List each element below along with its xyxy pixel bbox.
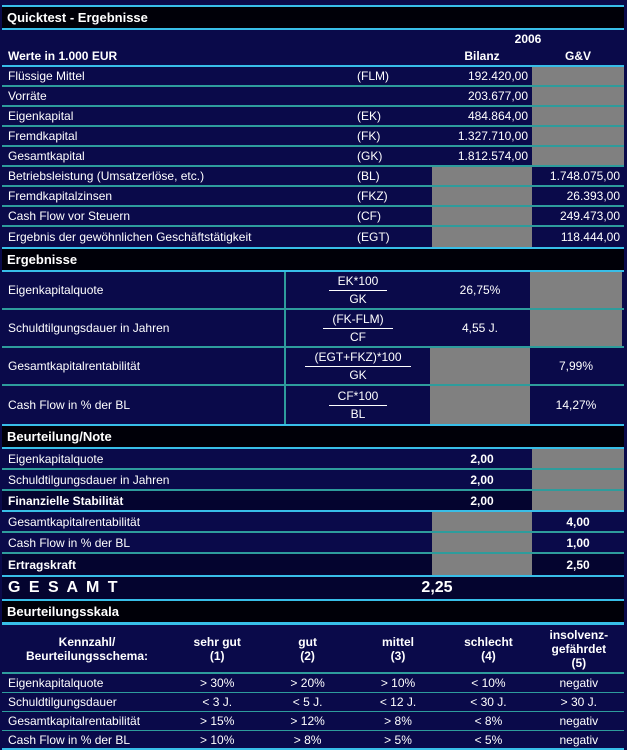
rating-row <box>2 533 624 554</box>
row-label: Eigenkapital <box>8 109 74 123</box>
formula-cell <box>286 389 430 422</box>
table-row <box>2 227 624 247</box>
cell-blocked <box>430 348 530 384</box>
cell-blocked <box>432 554 532 575</box>
scale-value: > 15% <box>200 714 235 728</box>
scale-value: < 3 J. <box>202 695 233 709</box>
section-title: Ergebnisse <box>7 252 78 267</box>
scale-value: > 30% <box>200 676 235 690</box>
results-table <box>2 272 624 424</box>
table-row <box>2 67 624 87</box>
row-code: (EK) <box>357 109 381 123</box>
formula-cell <box>286 312 430 345</box>
formula-cell <box>286 350 430 383</box>
rating-value: 1,00 <box>566 535 590 550</box>
formula-numerator: CF*100 <box>329 389 388 406</box>
section-header-beurteilung <box>2 426 624 447</box>
result-row <box>2 272 624 310</box>
row-label: Gesamtkapitalrentabilität <box>8 514 141 529</box>
scale-value: negativ <box>559 714 599 728</box>
table-row <box>2 207 624 227</box>
rating-table <box>2 449 624 575</box>
row-label: Cash Flow in % der BL <box>8 732 131 747</box>
row-label: Eigenkapitalquote <box>8 676 104 690</box>
table-row <box>2 107 624 127</box>
cell-blocked <box>432 187 532 205</box>
scale-value: < 5 J. <box>292 695 323 709</box>
cell-blocked <box>430 386 530 424</box>
result-value: 4,55 J. <box>461 321 499 335</box>
scale-col-schlecht: schlecht (4) <box>464 634 513 663</box>
row-label: Finanzielle Stabilität <box>8 493 124 508</box>
cell-blocked <box>432 207 532 225</box>
gesamt-label: G E S A M T <box>8 579 120 596</box>
row-label: Schuldtilgungsdauer <box>8 695 117 709</box>
cell-blocked <box>530 272 622 308</box>
formula-fraction <box>323 312 392 345</box>
cell-guv-value[interactable]: 118.444,00 <box>560 230 620 244</box>
table-row <box>2 187 624 207</box>
row-label: Schuldtilgungsdauer in Jahren <box>2 310 286 346</box>
rating-row-finanzielle-stabilitaet <box>2 491 624 512</box>
rating-row <box>2 449 624 470</box>
formula-numerator: (EGT+FKZ)*100 <box>305 350 410 367</box>
row-label: Cash Flow in % der BL <box>2 386 286 424</box>
formula-denominator: GK <box>349 291 367 306</box>
result-row <box>2 310 624 348</box>
scale-row <box>2 693 624 712</box>
row-label: Eigenkapitalquote <box>2 272 286 308</box>
table-row <box>2 147 624 167</box>
result-value: 7,99% <box>558 359 594 373</box>
section-header-beurteilungsskala <box>2 601 624 622</box>
scale-value: < 5% <box>474 732 503 747</box>
cell-bilanz-value[interactable]: 192.420,00 <box>467 69 528 83</box>
cell-blocked <box>432 533 532 552</box>
result-row <box>2 386 624 424</box>
row-label: Gesamtkapitalrentabilität <box>2 348 286 384</box>
scale-value: > 30 J. <box>560 695 597 709</box>
cell-blocked <box>532 67 624 85</box>
row-label: Vorräte <box>8 89 47 103</box>
row-code: (FLM) <box>357 69 389 83</box>
gesamt-row <box>2 577 624 599</box>
scale-header <box>2 625 624 674</box>
cell-blocked <box>532 147 624 165</box>
row-code: (EGT) <box>357 230 390 244</box>
cell-blocked <box>432 512 532 531</box>
cell-blocked <box>432 227 532 247</box>
cell-blocked <box>532 449 624 468</box>
cell-bilanz-value[interactable]: 203.677,00 <box>467 89 528 103</box>
formula-numerator: EK*100 <box>329 274 388 291</box>
cell-blocked <box>432 167 532 185</box>
rating-value: 2,00 <box>470 493 494 508</box>
cell-guv-value[interactable]: 249.473,00 <box>559 209 620 223</box>
row-label: Ergebnis der gewöhnlichen Geschäftstätigkeit <box>8 230 252 244</box>
result-value: 14,27% <box>555 398 597 412</box>
scale-value: > 10% <box>200 732 235 747</box>
gesamt-value: 2,25 <box>421 579 453 596</box>
col-header-bilanz: Bilanz <box>464 49 500 63</box>
cell-guv-value[interactable]: 26.393,00 <box>566 189 620 203</box>
table-row <box>2 87 624 107</box>
scale-value: < 12 J. <box>379 695 417 709</box>
scale-row <box>2 712 624 731</box>
section-title: Beurteilungsskala <box>7 604 119 619</box>
row-code: (FK) <box>357 129 381 143</box>
scale-col-gut: gut (2) <box>298 634 317 663</box>
rating-row <box>2 512 624 533</box>
row-label: Flüssige Mittel <box>8 69 85 83</box>
row-label: Ertragskraft <box>8 557 77 572</box>
section-header-ergebnisse <box>2 249 624 270</box>
row-label: Betriebsleistung (Umsatzerlöse, etc.) <box>8 169 205 183</box>
scale-value: > 8% <box>384 714 412 728</box>
cell-bilanz-value[interactable]: 484.864,00 <box>467 109 528 123</box>
row-label: Fremdkapital <box>8 129 78 143</box>
row-label: Eigenkapitalquote <box>8 451 104 466</box>
table-row <box>2 127 624 147</box>
scale-value: negativ <box>559 732 599 747</box>
formula-fraction <box>329 389 388 422</box>
scale-value: > 12% <box>290 714 325 728</box>
scale-value: > 20% <box>290 676 325 690</box>
rating-row <box>2 470 624 491</box>
row-code: (GK) <box>357 149 383 163</box>
cell-blocked <box>532 470 624 489</box>
row-label: Gesamtkapital <box>8 149 85 163</box>
cell-blocked <box>532 87 624 105</box>
result-row <box>2 348 624 386</box>
result-value: 26,75% <box>459 283 501 297</box>
formula-denominator: BL <box>350 406 366 421</box>
unit-label: Werte in 1.000 EUR <box>8 49 118 63</box>
row-code: (BL) <box>357 169 380 183</box>
scale-value: > 8% <box>293 732 322 747</box>
scale-value: > 5% <box>384 732 412 747</box>
formula-fraction <box>305 350 410 383</box>
scale-col-sehr-gut: sehr gut (1) <box>193 634 241 663</box>
cell-blocked <box>532 491 624 510</box>
col-header-guv: G&V <box>564 49 591 63</box>
row-label: Fremdkapitalzinsen <box>8 189 113 203</box>
rating-value: 2,00 <box>470 472 494 487</box>
formula-numerator: (FK-FLM) <box>323 312 392 329</box>
rating-row-ertragskraft <box>2 554 624 575</box>
cell-blocked <box>532 127 624 145</box>
cell-blocked <box>530 310 622 346</box>
scale-value: < 8% <box>474 714 503 728</box>
rating-value: 4,00 <box>566 514 590 529</box>
row-label: Cash Flow vor Steuern <box>8 209 131 223</box>
cell-bilanz-value[interactable]: 1.812.574,00 <box>457 149 528 163</box>
cell-blocked <box>532 107 624 125</box>
scale-row <box>2 674 624 693</box>
row-label: Cash Flow in % der BL <box>8 535 131 550</box>
input-table <box>2 67 624 247</box>
page-title: Quicktest - Ergebnisse <box>7 10 148 25</box>
table-header <box>2 30 624 65</box>
formula-cell <box>286 274 430 307</box>
cell-bilanz-value[interactable]: 1.327.710,00 <box>457 129 528 143</box>
scale-value: < 10% <box>471 676 506 690</box>
scale-header-label: Kennzahl/ Beurteilungsschema: <box>25 634 149 663</box>
scale-col-insolvenzgefaehrdet: insolvenz- gefährdet (5) <box>549 627 609 670</box>
row-label: Gesamtkapitalrentabilität <box>8 714 141 728</box>
formula-denominator: GK <box>349 367 367 382</box>
table-row <box>2 167 624 187</box>
scale-row <box>2 731 624 750</box>
cell-guv-value[interactable]: 1.748.075,00 <box>549 169 620 183</box>
title-band <box>2 7 624 28</box>
scale-value: negativ <box>559 676 599 690</box>
scale-value: > 10% <box>380 676 416 690</box>
year-header: 2006 <box>514 31 542 46</box>
row-label: Schuldtilgungsdauer in Jahren <box>8 472 170 487</box>
section-title: Beurteilung/Note <box>7 429 112 444</box>
scale-body <box>2 674 624 750</box>
row-code: (FKZ) <box>357 189 388 203</box>
formula-fraction <box>329 274 388 307</box>
row-code: (CF) <box>357 209 381 223</box>
scale-col-mittel: mittel (3) <box>382 634 415 663</box>
rating-value: 2,00 <box>470 451 494 466</box>
scale-value: < 30 J. <box>470 695 507 709</box>
formula-denominator: CF <box>349 329 366 344</box>
rating-value: 2,50 <box>566 557 590 572</box>
